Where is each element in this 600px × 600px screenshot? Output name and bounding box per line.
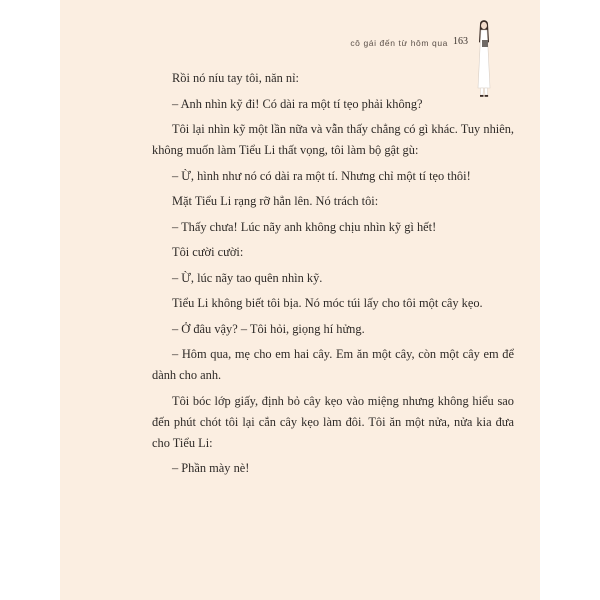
body-text: [152, 68, 514, 484]
paragraph: Tiểu Li không biết tôi bịa. Nó móc túi lấy cho tôi một cây kẹo.: [172, 296, 483, 310]
book-page: [60, 0, 540, 600]
paragraph: – Thấy chưa! Lúc nãy anh không chịu nhìn kỹ gì hết!: [172, 219, 437, 234]
paragraph: – Anh nhìn kỹ đi! Có dài ra một tí tẹo phải không?: [172, 96, 423, 111]
paragraph: – Hôm qua, mẹ cho em hai cây. Em ăn một cây, còn một cây em để dành cho anh.: [152, 347, 514, 382]
paragraph: – Ở đâu vậy? – Tôi hỏi, giọng hí hửng.: [172, 321, 365, 336]
paragraph: Rồi nó níu tay tôi, năn nỉ:: [172, 71, 299, 85]
paragraph: – Ừ, hình như nó có dài ra một tí. Nhưng chỉ một tí tẹo thôi!: [172, 168, 471, 183]
paragraph: Mặt Tiểu Li rạng rỡ hẳn lên. Nó trách tôi:: [172, 194, 379, 208]
running-head-title: cô gái đến từ hôm qua: [350, 38, 448, 48]
page-number: 163: [453, 36, 468, 47]
paragraph: Tôi bóc lớp giấy, định bỏ cây kẹo vào miệng nhưng không hiểu sao đến phút chót tôi lại cắn cây kẹo làm đôi. Tôi ăn một nửa, nửa kia đưa cho Tiểu Li:: [152, 393, 514, 450]
paragraph: Tôi lại nhìn kỹ một lần nữa và vẫn thấy chẳng có gì khác. Tuy nhiên, không muốn làm Tiểu Li thất vọng, tôi làm bộ gật gù:: [152, 122, 514, 157]
paragraph: – Phần mày nè!: [172, 461, 250, 475]
paragraph: Tôi cười cười:: [172, 245, 244, 259]
paragraph: – Ừ, lúc nãy tao quên nhìn kỹ.: [172, 270, 323, 285]
